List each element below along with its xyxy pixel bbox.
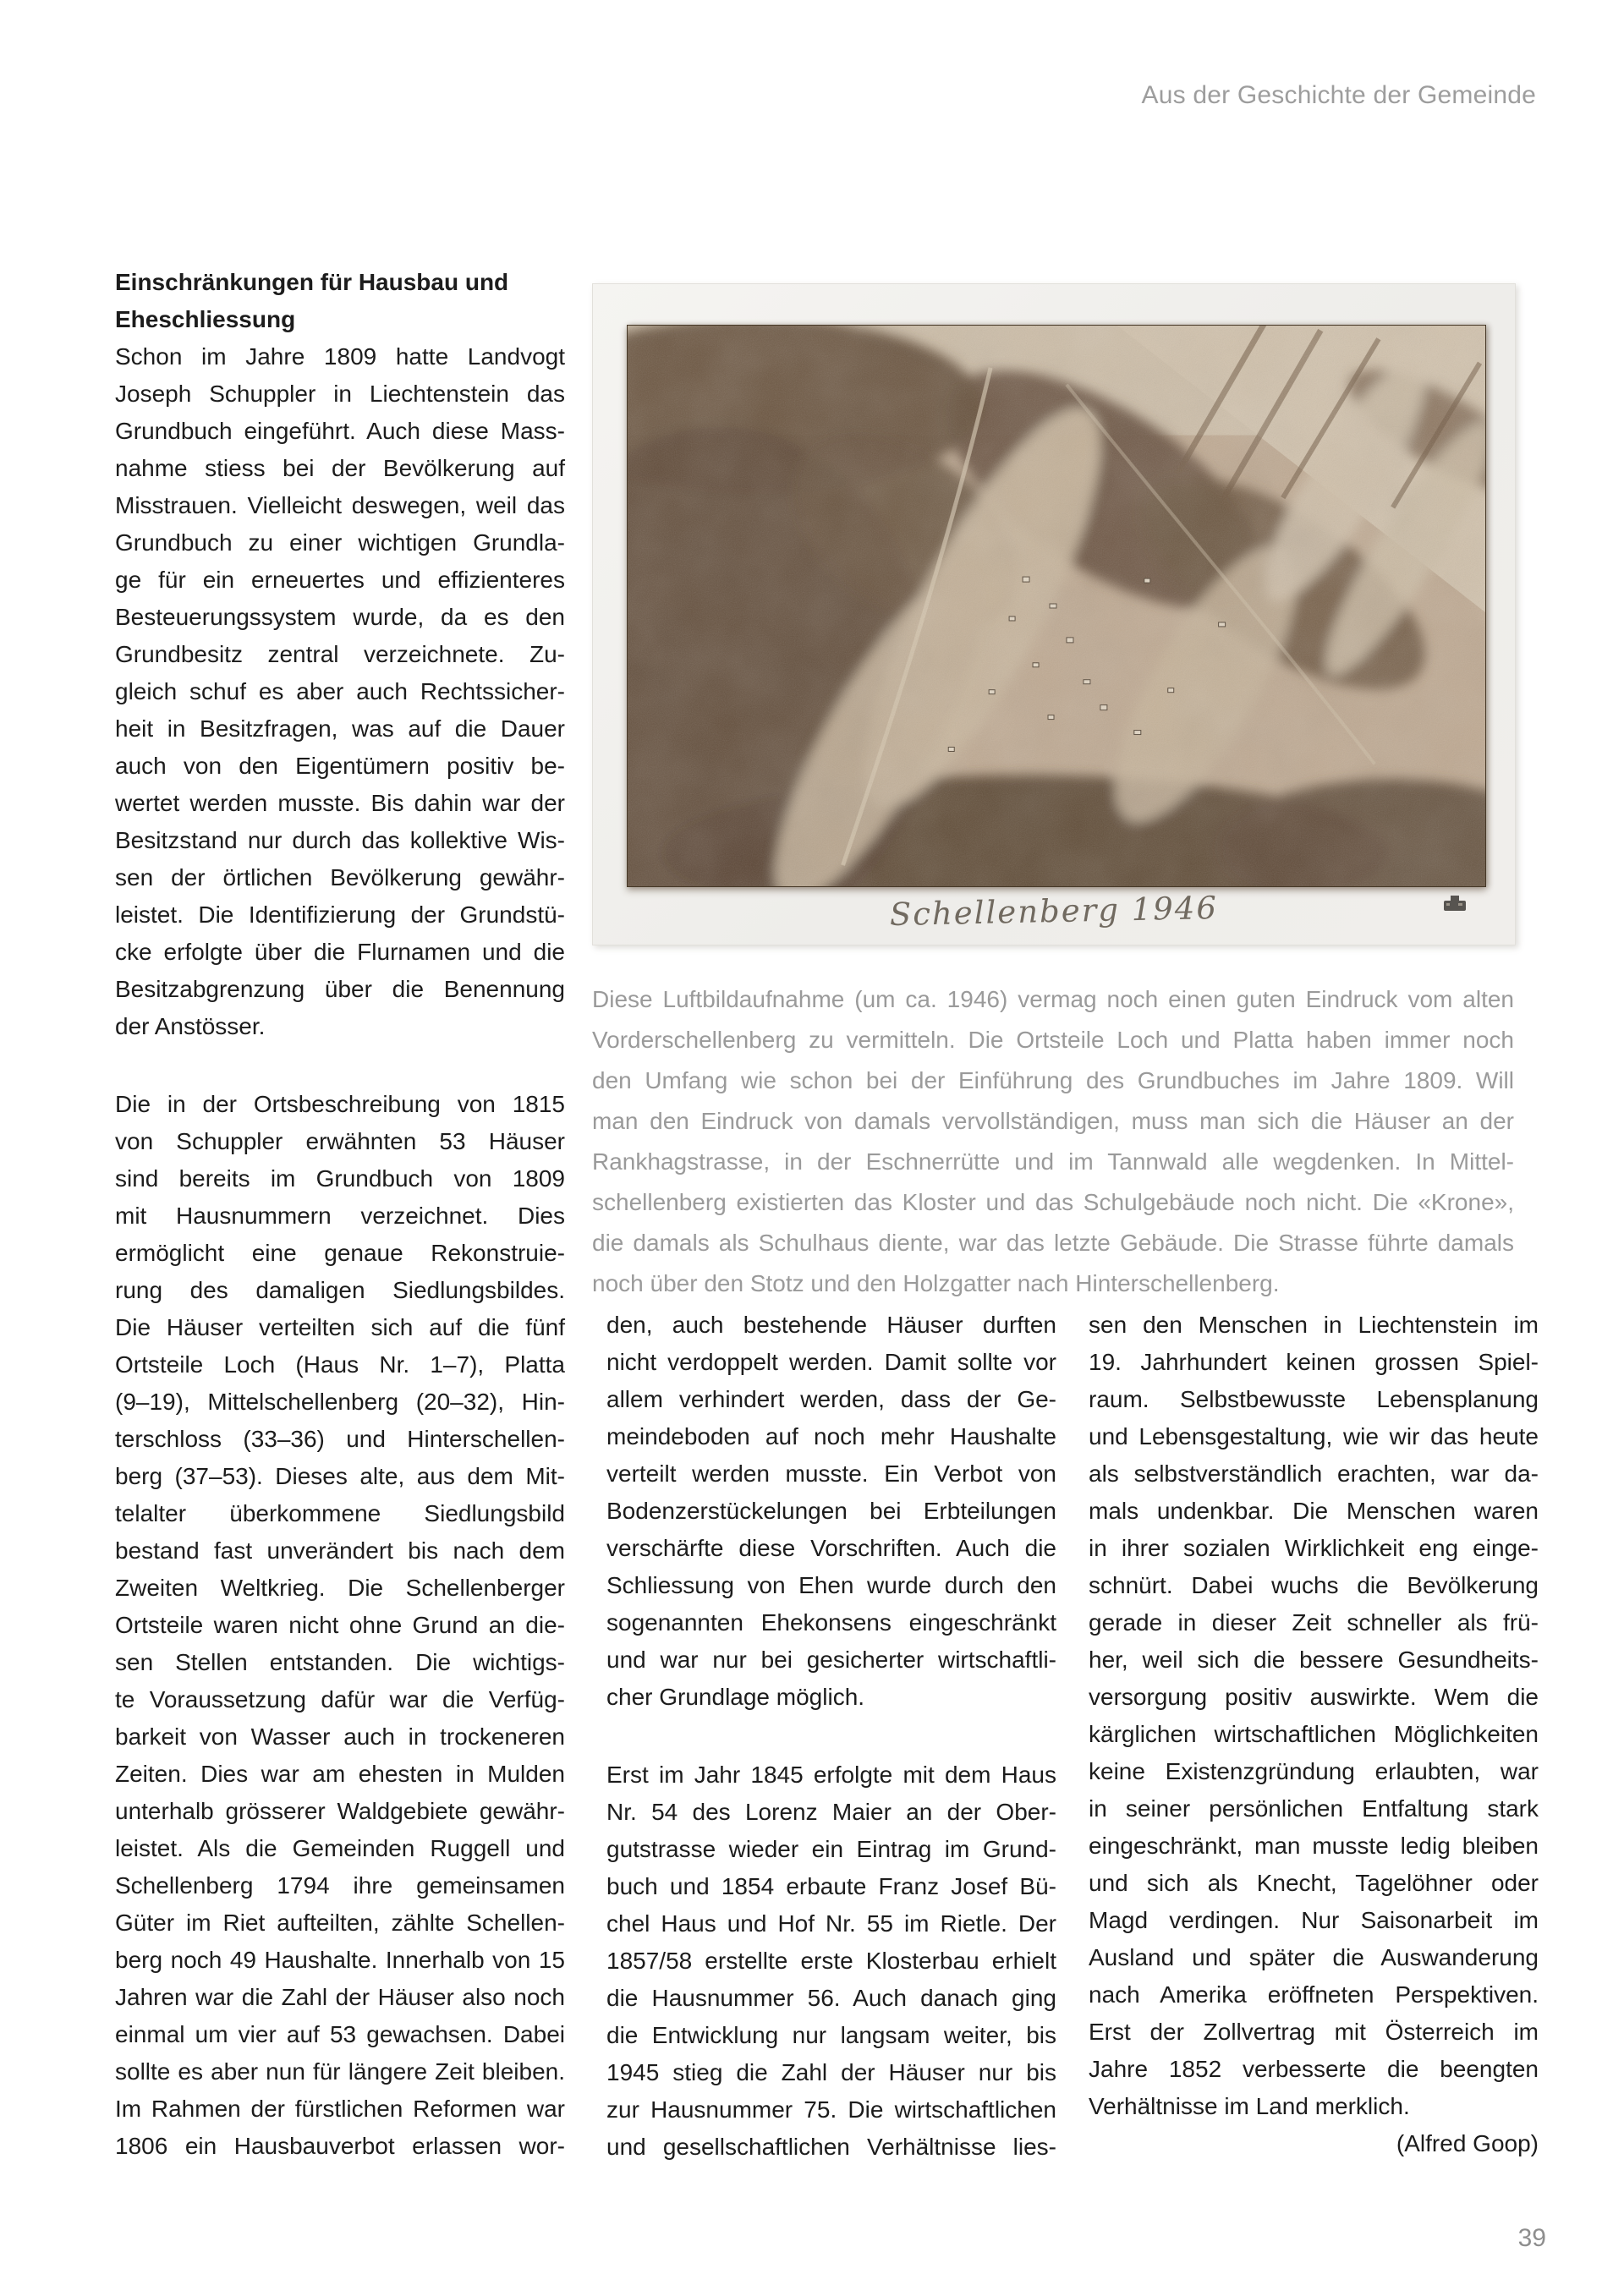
middle-paragraph-2 [606, 1756, 1056, 2166]
text-line: barkeit von Wasser auch in trockeneren [115, 1723, 565, 1750]
text-line: sind bereits im Grundbuch von 1809 [115, 1165, 565, 1192]
text-line: allem verhindert werden, dass der Ge- [606, 1386, 1056, 1412]
photo-print [592, 283, 1516, 945]
text-line: rung des damaligen Siedlungsbildes. [115, 1277, 565, 1303]
column-middle [606, 1307, 1056, 2166]
text-line: die damals als Schulhaus diente, war das letzte Gebäude. Die Strasse führte damals [592, 1230, 1514, 1256]
text-line: den, auch bestehende Häuser durften [606, 1312, 1056, 1338]
text-line: meindeboden auf noch mehr Haushalte [606, 1423, 1056, 1449]
text-line: verschärfte diese Vorschriften. Auch die [606, 1535, 1056, 1561]
text-line: te Voraussetzung dafür war die Verfüg- [115, 1686, 565, 1712]
text-line: ermöglicht eine genaue Rekonstruie- [115, 1240, 565, 1266]
author-byline: (Alfred Goop) [1396, 2130, 1539, 2156]
text-line: sogenannten Ehekonsens eingeschränkt [606, 1609, 1056, 1636]
text-line: gleich schuf es aber auch Rechtssicher- [115, 678, 565, 704]
text-line: Schliessung von Ehen wurde durch den [606, 1572, 1056, 1598]
text-line: cher Grundlage möglich. [606, 1684, 865, 1710]
text-line: schnürt. Dabei wuchs die Bevölkerung [1089, 1572, 1539, 1598]
text-line: Grundbuch zu einer wichtigen Grundla- [115, 529, 565, 556]
text-line: gutstrasse wieder ein Eintrag im Grund- [606, 1836, 1056, 1862]
text-line: Zeiten. Dies war am ehesten in Mulden [115, 1761, 565, 1787]
text-line: Die in der Ortsbeschreibung von 1815 [115, 1091, 565, 1117]
middle-paragraph-1 [606, 1307, 1056, 1716]
text-line: man den Eindruck von damals vervollständigen, muss man sich die Häuser an der [592, 1108, 1514, 1134]
text-line: Im Rahmen der fürstlichen Reformen war [115, 2096, 565, 2122]
text-line: die Entwicklung nur langsam weiter, bis [606, 2022, 1056, 2048]
text-line: Güter im Riet aufteilten, zählte Schellen- [115, 1910, 565, 1936]
text-line: sen Stellen entstanden. Die wichtigs- [115, 1649, 565, 1675]
text-line: nicht verdoppelt werden. Damit sollte vor [606, 1349, 1056, 1375]
text-line: 19. Jahrhundert keinen grossen Spiel- [1089, 1349, 1539, 1375]
text-line: und sich als Knecht, Tagelöhner oder [1089, 1870, 1539, 1896]
text-line: Schellenberg 1794 ihre gemeinsamen [115, 1872, 565, 1899]
aerial-photo [627, 325, 1486, 887]
text-line: Misstrauen. Vielleicht deswegen, weil das [115, 492, 565, 518]
text-line: Grundbesitz zentral verzeichnete. Zu- [115, 641, 565, 667]
text-line: Joseph Schuppler in Liechtenstein das [115, 381, 565, 407]
text-line: von Schuppler erwähnten 53 Häuser [115, 1128, 565, 1154]
text-line: eingeschränkt, man musste ledig bleiben [1089, 1833, 1539, 1859]
text-line: kärglichen wirtschaftlichen Möglichkeiten [1089, 1721, 1539, 1747]
text-line: Ortsteile Loch (Haus Nr. 1–7), Platta [115, 1351, 565, 1378]
text-line: Erst der Zollvertrag mit Österreich im [1089, 2019, 1539, 2045]
text-line: her, weil sich die bessere Gesundheits- [1089, 1647, 1539, 1673]
text-line: Bodenzerstückelungen bei Erbteilungen [606, 1498, 1056, 1524]
text-line: noch über den Stotz und den Holzgatter nach Hinterschellenberg. [592, 1270, 1280, 1296]
text-line: zur Hausnummer 75. Die wirtschaftlichen [606, 2096, 1056, 2123]
text-line: verteilt werden musste. Ein Verbot von [606, 1460, 1056, 1487]
text-line: 1857/58 erstellte erste Klosterbau erhielt [606, 1948, 1056, 1974]
text-line: Eheschliessung [115, 306, 296, 332]
text-line: der Anstösser. [115, 1013, 266, 1039]
text-line: leistet. Als die Gemeinden Ruggell und [115, 1835, 565, 1861]
column-right [1089, 1307, 1539, 2162]
text-line: die Hausnummer 56. Auch danach ging [606, 1985, 1056, 2011]
text-line: Vorderschellenberg zu vermitteln. Die Ortsteile Loch und Platta haben immer noch [592, 1027, 1514, 1053]
text-line: Einschränkungen für Hausbau und [115, 269, 509, 295]
text-line: Besitzstand nur durch das kollektive Wis- [115, 827, 565, 853]
text-line: mals undenkbar. Die Menschen waren [1089, 1498, 1539, 1524]
text-line: sen der örtlichen Bevölkerung gewähr- [115, 864, 565, 890]
text-line: Magd verdingen. Nur Saisonarbeit im [1089, 1907, 1539, 1933]
text-line: raum. Selbstbewusste Lebensplanung [1089, 1386, 1539, 1412]
text-line: ge für ein erneuertes und effizienteres [115, 567, 565, 593]
text-line: keine Existenzgründung erlaubten, war [1089, 1758, 1539, 1784]
section-heading [115, 264, 565, 338]
text-line: schellenberg existierten das Kloster und das Schulgebäude noch nicht. Die «Krone», [592, 1189, 1514, 1215]
text-line: Jahren war die Zahl der Häuser also noch [115, 1984, 565, 2010]
text-line: den Umfang wie schon bei der Einführung des Grundbuches im Jahre 1809. Will [592, 1067, 1514, 1093]
text-line: cke erfolgte über die Flurnamen und die [115, 939, 565, 965]
photo-caption-text [592, 979, 1514, 1304]
text-line: mit Hausnummern verzeichnet. Dies [115, 1203, 565, 1229]
text-line: heit in Besitzfragen, was auf die Dauer [115, 715, 565, 742]
text-line: berg (37–53). Dieses alte, aus dem Mit- [115, 1463, 565, 1489]
text-line: Nr. 54 des Lorenz Maier an der Ober- [606, 1799, 1056, 1825]
text-line: nahme stiess bei der Bevölkerung auf [115, 455, 565, 481]
text-line: Zweiten Weltkrieg. Die Schellenberger [115, 1575, 565, 1601]
text-line: und gesellschaftlichen Verhältnisse lies- [606, 2134, 1056, 2160]
text-line: bestand fast unverändert bis nach dem [115, 1537, 565, 1564]
text-line: wertet werden musste. Bis dahin war der [115, 790, 565, 816]
text-line: gerade in dieser Zeit schneller als frü- [1089, 1609, 1539, 1636]
text-line: versorgung positiv auswirkte. Wem die [1089, 1684, 1539, 1710]
text-line: berg noch 49 Haushalte. Innerhalb von 15 [115, 1947, 565, 1973]
text-line: Besitzabgrenzung über die Benennung [115, 976, 565, 1002]
photographer-stamp-icon [1444, 895, 1466, 912]
text-line: Die Häuser verteilten sich auf die fünf [115, 1314, 565, 1340]
text-line: Ausland und später die Auswanderung [1089, 1944, 1539, 1970]
text-line: in seiner persönlichen Entfaltung stark [1089, 1795, 1539, 1822]
text-line: Diese Luftbildaufnahme (um ca. 1946) vermag noch einen guten Eindruck vom alten [592, 986, 1514, 1012]
photo-caption [592, 979, 1514, 1304]
text-line: unterhalb grösserer Waldgebiete gewähr- [115, 1798, 565, 1824]
text-line: telalter überkommene Siedlungsbild [115, 1500, 565, 1526]
column-left [115, 264, 565, 2165]
text-line: und Lebensgestaltung, wie wir das heute [1089, 1423, 1539, 1449]
text-line: Rankhagstrasse, in der Eschnerrütte und im Tannwald alle wegdenken. In Mittel- [592, 1148, 1514, 1175]
text-line: Schon im Jahre 1809 hatte Landvogt [115, 343, 565, 370]
text-line: Verhältnisse im Land merklich. [1089, 2093, 1410, 2119]
left-paragraph-2 [115, 1086, 565, 2165]
text-line: als selbstverständlich erachten, war da- [1089, 1460, 1539, 1487]
text-line: Ortsteile waren nicht ohne Grund an die- [115, 1612, 565, 1638]
text-line: nach Amerika eröffneten Perspektiven. [1089, 1981, 1539, 2008]
text-line: in ihrer sozialen Wirklichkeit eng einge- [1089, 1535, 1539, 1561]
text-line: Besteuerungssystem wurde, da es den [115, 604, 565, 630]
text-line: einmal um vier auf 53 gewachsen. Dabei [115, 2021, 565, 2047]
text-line: buch und 1854 erbaute Franz Josef Bü- [606, 1873, 1056, 1899]
text-line: Erst im Jahr 1845 erfolgte mit dem Haus [606, 1762, 1056, 1788]
text-line: Grundbuch eingeführt. Auch diese Mass- [115, 418, 565, 444]
running-header: Aus der Geschichte der Gemeinde [1141, 81, 1536, 109]
text-line: 1945 stieg die Zahl der Häuser nur bis [606, 2059, 1056, 2085]
text-line: (9–19), Mittelschellenberg (20–32), Hin- [115, 1389, 565, 1415]
text-line: sollte es aber nun für längere Zeit bleiben. [115, 2058, 565, 2085]
text-line: terschloss (33–36) und Hinterschellen- [115, 1426, 565, 1452]
page-number: 39 [1517, 2224, 1546, 2252]
right-paragraph-1 [1089, 1307, 1539, 2125]
text-line: Jahre 1852 verbesserte die beengten [1089, 2056, 1539, 2082]
text-line: chel Haus und Hof Nr. 55 im Rietle. Der [606, 1910, 1056, 1937]
left-paragraph-1 [115, 338, 565, 1045]
text-line: 1806 ein Hausbauverbot erlassen wor- [115, 2133, 565, 2159]
text-line: und war nur bei gesicherter wirtschaftli- [606, 1647, 1056, 1673]
text-line: sen den Menschen in Liechtenstein im [1089, 1312, 1539, 1338]
handwritten-photo-caption: Schellenberg 1946 [889, 889, 1219, 934]
aerial-photo-artwork [628, 326, 1485, 886]
text-line: leistet. Die Identifizierung der Grundstü- [115, 901, 565, 928]
text-line: auch von den Eigentümern positiv be- [115, 753, 565, 779]
